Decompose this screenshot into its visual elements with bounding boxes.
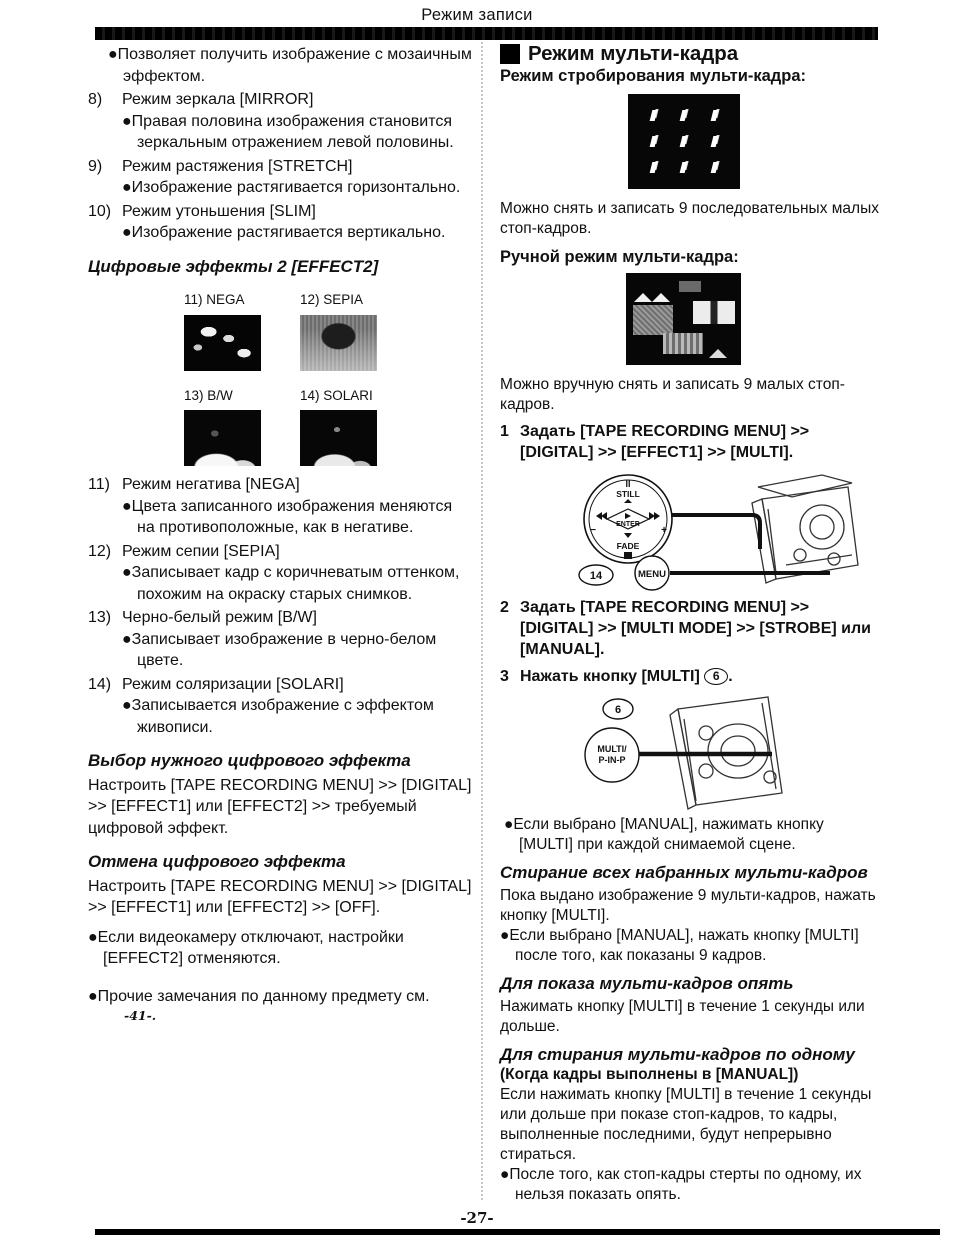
multi-picture-section-title	[500, 44, 880, 64]
list-item-bullet: ●Правая половина изображения становится зеркальным отражением левой половины.	[122, 112, 454, 151]
mountain-shape	[652, 293, 670, 302]
cancel-effect-note: ●Если видеокамеру отключают, настройки [EFFECT2] отменяются.	[88, 928, 404, 967]
item-label: Режим сепии [SEPIA]	[122, 542, 280, 560]
item-number: 9)	[88, 157, 103, 175]
effect-thumbnails	[184, 289, 472, 466]
list-item-sepia	[88, 541, 472, 563]
thumbnail-label: 13) B/W	[184, 387, 233, 403]
list-item-bullet: ●Записывает изображение в черно-белом цвете.	[122, 630, 437, 669]
manual-multi-picture-figure	[626, 273, 741, 365]
golfer-figure	[711, 162, 719, 173]
item-label: Режим растяжения [STRETCH]	[122, 157, 353, 175]
footer-rule-bar	[95, 1229, 940, 1235]
item-label: Режим зеркала [MIRROR]	[122, 91, 314, 108]
thumbnail-label: 14) SOLARI	[300, 387, 373, 403]
erase-one-note: ●После того, как стоп-кадры стерты по одному, их нельзя показать опять.	[500, 1166, 862, 1203]
stop-icon	[624, 552, 632, 559]
item-number: 12)	[88, 542, 112, 560]
item-label: Режим негатива [NEGA]	[122, 476, 300, 493]
step-1	[500, 421, 880, 463]
thumbnail-label: 12) SEPIA	[300, 292, 364, 307]
erase-one-text: Если нажимать кнопку [MULTI] в течение 1 секунды или дольше при показе стоп-кадров, то кадры, выполненные последними, будут непрерывно стираться.	[500, 1086, 872, 1163]
item-label: Черно-белый режим [B/W]	[122, 609, 317, 626]
callout-6-badge: 6	[704, 668, 728, 685]
thumb-block	[709, 349, 727, 358]
section-marker-square	[500, 44, 520, 64]
item-label: Режим соляризации [SOLARI]	[122, 675, 344, 693]
manual-mode-heading: Ручной режим мульти-кадра:	[500, 248, 739, 266]
other-notes-bullet: ●Прочие замечания по данному предмету см.	[88, 987, 430, 1005]
enter-label: ENTER	[616, 521, 640, 528]
callout-14-label: 14	[589, 570, 603, 582]
item-number: 13)	[88, 609, 112, 626]
mountain-shape	[634, 293, 652, 302]
golfer-figure	[680, 162, 688, 173]
list-item-bullet: ●Записывается изображение с эффектом живописи.	[122, 697, 434, 736]
erase-all-note: ●Если выбрано [MANUAL], нажать кнопку [MULTI] после того, как показаны 9 кадров.	[500, 927, 859, 964]
plus-label: +	[661, 525, 667, 536]
multi-button-diagram	[500, 693, 880, 811]
list-item-solari	[88, 674, 472, 696]
effects2-heading: Цифровые эффекты 2 [EFFECT2]	[88, 256, 379, 276]
show-again-heading: Для показа мульти-кадров опять	[500, 974, 794, 993]
thumbnail-sepia	[300, 289, 416, 371]
list-item-mirror	[88, 89, 472, 111]
item-number: 8)	[88, 91, 103, 108]
erase-all-text: Пока выдано изображение 9 мульти-кадров, нажать кнопку [MULTI].	[500, 887, 876, 924]
step-suffix: .	[728, 668, 733, 685]
item-number: 14)	[88, 675, 112, 693]
golfer-figure	[711, 136, 719, 147]
erase-one-subheading: (Когда кадры выполнены в [MANUAL])	[500, 1066, 799, 1083]
solari-sample-image	[300, 410, 377, 466]
thumbnail-label: 11) NEGA	[184, 292, 245, 307]
thumb-block	[633, 305, 673, 335]
page-header-title: Режим записи	[421, 6, 533, 24]
select-effect-heading: Выбор нужного цифрового эффекта	[88, 751, 411, 770]
strobe-mode-heading: Режим стробирования мульти-кадра:	[500, 67, 807, 85]
multi-button-label-line2: P-IN-P	[598, 755, 626, 765]
list-item-bullet: ●Цвета записанного изображения меняются на противоположные, как в негативе.	[122, 497, 453, 536]
joystick-callout-line	[672, 515, 760, 549]
list-item-stretch	[88, 156, 472, 178]
select-effect-text: Настроить [TAPE RECORDING MENU] >> [DIGITAL] >> [EFFECT1] или [EFFECT2] >> требуемый цифровой эффект.	[88, 776, 472, 837]
menu-button-label: MENU	[638, 569, 666, 580]
page-number: -27-	[460, 1209, 494, 1227]
left-column	[88, 44, 472, 1025]
golfer-figure	[711, 110, 719, 121]
cancel-effect-text: Настроить [TAPE RECORDING MENU] >> [DIGITAL] >> [EFFECT1] или [EFFECT2] >> [OFF].	[88, 877, 472, 916]
list-item-nega	[88, 474, 472, 496]
still-label: STILL	[616, 489, 640, 499]
page-reference: -41-.	[124, 1008, 157, 1023]
thumb-block	[693, 301, 735, 324]
golfer-figure	[649, 110, 657, 121]
fade-label: FADE	[616, 541, 640, 551]
right-column	[500, 44, 880, 1205]
mosaic-note: ●Позволяет получить изображение с мозаичным эффектом.	[108, 46, 472, 85]
manual-caption: Можно вручную снять и записать 9 малых стоп-кадров.	[500, 376, 845, 413]
joystick-menu-diagram	[500, 469, 880, 591]
step-text: Задать [TAPE RECORDING MENU] >> [DIGITAL] >> [EFFECT1] >> [MULTI].	[520, 423, 810, 461]
step-2	[500, 597, 880, 660]
erase-one-heading: Для стирания мульти-кадров по одному	[500, 1045, 855, 1064]
erase-all-heading: Стирание всех набранных мульти-кадров	[500, 863, 868, 882]
list-item-slim	[88, 201, 472, 223]
column-divider	[481, 42, 483, 1200]
pause-symbol: II	[625, 479, 631, 489]
golfer-figure	[680, 136, 688, 147]
thumbnail-solari	[300, 385, 416, 467]
golfer-figure	[649, 136, 657, 147]
minus-label: −	[590, 525, 596, 536]
step-text: Задать [TAPE RECORDING MENU] >> [DIGITAL] >> [MULTI MODE] >> [STROBE] или [MANUAL].	[520, 599, 872, 658]
bw-sample-image	[184, 410, 261, 466]
item-label: Режим утоньшения [SLIM]	[122, 202, 316, 220]
step-text: Нажать кнопку [MULTI]	[520, 668, 705, 685]
camcorder-illustration	[752, 475, 858, 583]
multi-button-label-line1: MULTI/	[597, 744, 627, 754]
item-number: 11)	[88, 476, 110, 493]
step-3	[500, 666, 880, 687]
cancel-effect-heading: Отмена цифрового эффекта	[88, 852, 346, 871]
golfer-figure	[649, 162, 657, 173]
step-number: 1	[500, 423, 509, 440]
strobe-multi-picture-figure	[628, 94, 740, 189]
manual-mode-note: ●Если выбрано [MANUAL], нажимать кнопку [MULTI] при каждой снимаемой сцене.	[504, 816, 824, 853]
step-number: 3	[500, 668, 509, 685]
list-item-bullet: ●Изображение растягивается горизонтально.	[122, 179, 461, 196]
thumb-block	[679, 281, 701, 292]
joystick-control	[584, 475, 672, 563]
list-item-bullet: ●Записывает кадр с коричневатым оттенком, похожим на окраску старых снимков.	[122, 564, 460, 603]
thumbnail-bw	[184, 385, 300, 467]
thumbnail-nega	[184, 289, 300, 371]
thumb-block	[663, 333, 703, 354]
show-again-text: Нажимать кнопку [MULTI] в течение 1 секунды или дольше.	[500, 998, 865, 1035]
sepia-sample-image	[300, 315, 377, 371]
strobe-caption: Можно снять и записать 9 последовательных малых стоп-кадров.	[500, 200, 879, 237]
list-item-bullet: ●Изображение растягивается вертикально.	[122, 224, 446, 241]
item-number: 10)	[88, 202, 112, 220]
nega-sample-image	[184, 315, 261, 371]
golfer-figure	[680, 110, 688, 121]
header-rule-bar	[95, 27, 878, 40]
list-item-bw	[88, 607, 472, 629]
section-title-text: Режим мульти-кадра	[528, 42, 739, 65]
step-number: 2	[500, 599, 509, 616]
callout-6-label: 6	[614, 704, 622, 716]
